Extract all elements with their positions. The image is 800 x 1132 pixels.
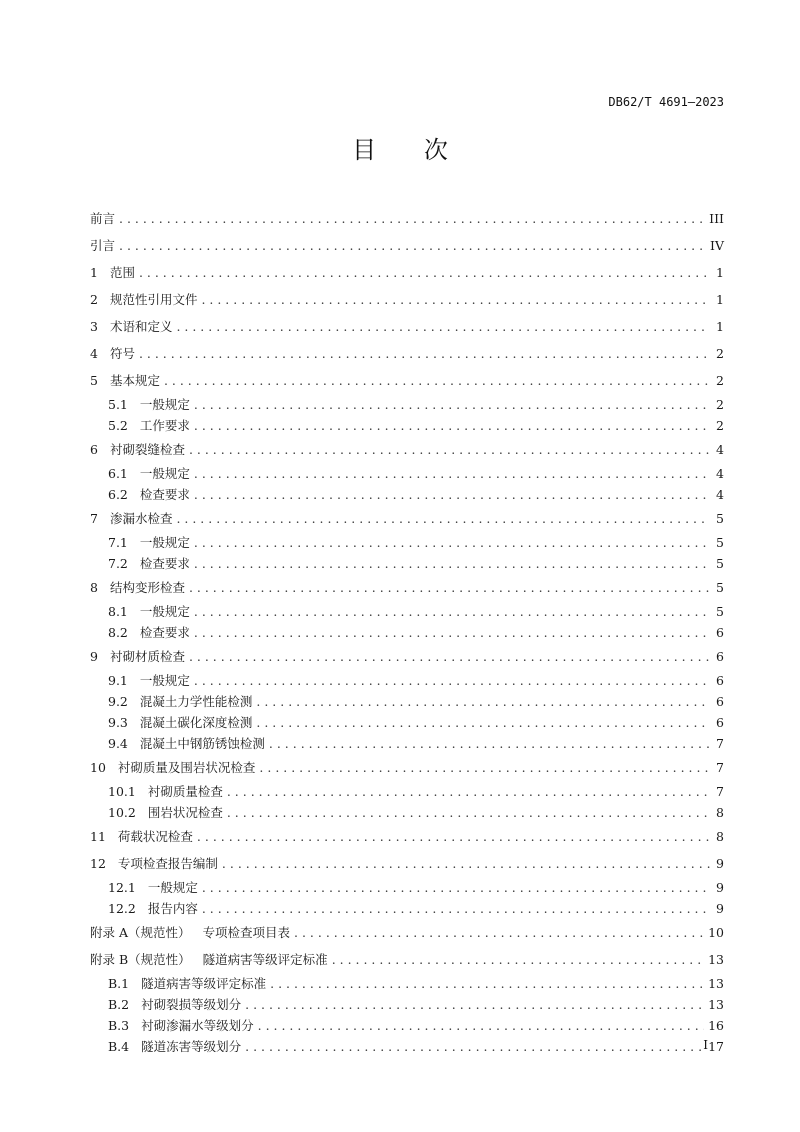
- toc-entry[interactable]: [90, 463, 724, 484]
- toc-entry-number: B.1: [108, 976, 130, 991]
- toc-entry[interactable]: [90, 553, 724, 574]
- toc-entry-label: 渗漏水检查: [109, 511, 173, 526]
- toc-entry-number: 9: [90, 649, 98, 664]
- toc-entry-label: 检查要求: [139, 487, 190, 502]
- toc-entry[interactable]: [90, 232, 724, 259]
- toc-entry-page: 5: [716, 604, 724, 619]
- toc-entry[interactable]: [90, 1015, 724, 1036]
- toc-entry-number: B.2: [108, 997, 130, 1012]
- toc-entry-label: 一般规定: [147, 880, 198, 895]
- toc-entry-number: 10.1: [108, 784, 136, 799]
- toc-entry-number: 5.1: [108, 397, 128, 412]
- toc-entry-label: 引言: [90, 238, 116, 253]
- toc-entry-number: 4: [90, 346, 98, 361]
- toc-entry-page: 2: [716, 397, 724, 412]
- toc-entry-page: 4: [716, 442, 724, 457]
- toc-entry[interactable]: [90, 877, 724, 898]
- toc-entry-page: 7: [716, 784, 724, 799]
- toc-entry-label: 一般规定: [139, 397, 190, 412]
- toc-entry-page: 9: [716, 856, 724, 871]
- toc-entry[interactable]: [90, 823, 724, 850]
- dot-leader: [294, 919, 704, 946]
- document-code: DB62/T 4691—2023: [608, 95, 724, 109]
- toc-entry-page: 1: [716, 265, 724, 280]
- toc-entry-number: 9.1: [108, 673, 128, 688]
- toc-entry[interactable]: [90, 574, 724, 601]
- toc-entry-label: 荷载状况检查: [117, 829, 193, 844]
- toc-entry-page: 13: [708, 976, 724, 991]
- toc-entry-number: 3: [90, 319, 98, 334]
- toc-entry-label: 前言: [90, 211, 116, 226]
- toc-entry-label: 术语和定义: [109, 319, 173, 334]
- toc-entry-number: 9.2: [108, 694, 128, 709]
- dot-leader: [194, 532, 710, 553]
- toc-entry-page: 5: [716, 535, 724, 550]
- dot-leader: [176, 313, 710, 340]
- dot-leader: [119, 232, 706, 259]
- toc-entry-label: 衬砌材质检查: [109, 649, 185, 664]
- toc-entry[interactable]: [90, 973, 724, 994]
- toc-entry-label: 衬砌裂缝检查: [109, 442, 185, 457]
- dot-leader: [245, 994, 704, 1015]
- toc-entry[interactable]: [90, 1036, 724, 1057]
- toc-entry-number: 9.4: [108, 736, 128, 751]
- toc-entry-page: 9: [716, 901, 724, 916]
- toc-entry-label: 混凝土碳化深度检测: [139, 715, 253, 730]
- toc-entry-label: 结构变形检查: [109, 580, 185, 595]
- toc-entry[interactable]: [90, 994, 724, 1015]
- toc-entry[interactable]: [90, 754, 724, 781]
- toc-entry-label: 检查要求: [139, 556, 190, 571]
- toc-entry-number: 附录 A（规范性）: [90, 925, 191, 940]
- dot-leader: [189, 574, 710, 601]
- toc-entry-label: 一般规定: [139, 673, 190, 688]
- dot-leader: [176, 505, 710, 532]
- dot-leader: [270, 973, 704, 994]
- dot-leader: [194, 553, 710, 574]
- toc-entry-page: 6: [716, 694, 724, 709]
- toc-entry-label: 混凝土中钢筋锈蚀检测: [139, 736, 265, 751]
- toc-entry-page: 10: [708, 925, 724, 940]
- dot-leader: [194, 622, 710, 643]
- toc-entry-number: B.3: [108, 1018, 130, 1033]
- toc-entry[interactable]: [90, 286, 724, 313]
- toc-entry-page: 8: [716, 829, 724, 844]
- toc-entry-label: 基本规定: [109, 373, 160, 388]
- toc-entry[interactable]: [90, 505, 724, 532]
- toc-entry-label: 工作要求: [139, 418, 190, 433]
- toc-entry-page: 7: [716, 736, 724, 751]
- dot-leader: [201, 286, 710, 313]
- toc-entry[interactable]: [90, 601, 724, 622]
- toc-entry[interactable]: [90, 205, 724, 232]
- dot-leader: [256, 691, 710, 712]
- dot-leader: [202, 877, 710, 898]
- toc-entry-page: 1: [716, 319, 724, 334]
- toc-entry-number: 12.2: [108, 901, 136, 916]
- toc-entry-page: 13: [708, 997, 724, 1012]
- toc-entry-label: 专项检查项目表: [202, 925, 291, 940]
- toc-entry-label: 隧道病害等级评定标准: [141, 976, 267, 991]
- toc-entry[interactable]: [90, 802, 724, 823]
- toc-entry-page: 4: [716, 487, 724, 502]
- toc-entry-page: 13: [708, 952, 724, 967]
- toc-entry[interactable]: [90, 394, 724, 415]
- toc-entry-page: 6: [716, 649, 724, 664]
- toc-entry-label: 规范性引用文件: [109, 292, 198, 307]
- toc-entry-page: 16: [708, 1018, 724, 1033]
- dot-leader: [119, 205, 705, 232]
- toc-entry[interactable]: [90, 712, 724, 733]
- dot-leader: [194, 415, 710, 436]
- toc-entry-page: 7: [716, 760, 724, 775]
- toc-entry-page: 5: [716, 580, 724, 595]
- toc-entry-page: 5: [716, 556, 724, 571]
- toc-entry-label: 一般规定: [139, 604, 190, 619]
- dot-leader: [256, 712, 710, 733]
- dot-leader: [164, 367, 710, 394]
- toc-entry-number: 5: [90, 373, 98, 388]
- toc-entry-page: 2: [716, 373, 724, 388]
- toc-entry[interactable]: [90, 313, 724, 340]
- toc-entry-label: 范围: [109, 265, 135, 280]
- toc-entry-page: 6: [716, 715, 724, 730]
- toc-entry[interactable]: [90, 484, 724, 505]
- page-title: [0, 130, 800, 165]
- toc-entry-page: 2: [716, 346, 724, 361]
- toc-entry[interactable]: [90, 691, 724, 712]
- toc-entry-number: 6: [90, 442, 98, 457]
- dot-leader: [189, 643, 710, 670]
- toc-entry-number: 7.1: [108, 535, 128, 550]
- toc-entry[interactable]: [90, 643, 724, 670]
- title-char-1: 目: [352, 136, 377, 164]
- dot-leader: [227, 781, 710, 802]
- toc-entry-number: 8.2: [108, 625, 128, 640]
- dot-leader: [194, 394, 710, 415]
- dot-leader: [194, 463, 710, 484]
- dot-leader: [332, 946, 704, 973]
- toc-entry-label: 报告内容: [147, 901, 198, 916]
- toc-entry[interactable]: [90, 781, 724, 802]
- toc-entry-number: 11: [90, 829, 106, 844]
- dot-leader: [194, 601, 710, 622]
- toc-entry[interactable]: [90, 340, 724, 367]
- toc-entry-label: 隧道病害等级评定标准: [202, 952, 328, 967]
- toc-entry-page: 17: [708, 1039, 724, 1054]
- toc-entry-number: 5.2: [108, 418, 128, 433]
- dot-leader: [269, 733, 710, 754]
- table-of-contents: [90, 205, 724, 1057]
- toc-entry-page: 2: [716, 418, 724, 433]
- toc-entry-label: 衬砌渗漏水等级划分: [141, 1018, 254, 1033]
- toc-entry-page: 1: [716, 292, 724, 307]
- dot-leader: [139, 340, 710, 367]
- toc-entry[interactable]: [90, 415, 724, 436]
- dot-leader: [194, 484, 710, 505]
- toc-entry-label: 专项检查报告编制: [117, 856, 218, 871]
- toc-entry-number: 10.2: [108, 805, 136, 820]
- toc-entry-number: 12.1: [108, 880, 136, 895]
- toc-entry-page: 4: [716, 466, 724, 481]
- dot-leader: [259, 754, 710, 781]
- toc-entry[interactable]: [90, 670, 724, 691]
- toc-entry-number: B.4: [108, 1039, 130, 1054]
- toc-entry-number: 9.3: [108, 715, 128, 730]
- title-char-2: 次: [423, 136, 448, 164]
- toc-entry-page: 6: [716, 673, 724, 688]
- toc-entry-number: 6.1: [108, 466, 128, 481]
- toc-entry-page: 8: [716, 805, 724, 820]
- toc-entry-number: 7.2: [108, 556, 128, 571]
- toc-entry-number: 12: [90, 856, 106, 871]
- toc-entry[interactable]: [90, 919, 724, 946]
- toc-entry-page: 5: [716, 511, 724, 526]
- toc-entry-number: 附录 B（规范性）: [90, 952, 191, 967]
- toc-entry-label: 一般规定: [139, 466, 190, 481]
- dot-leader: [139, 259, 710, 286]
- dot-leader: [202, 898, 710, 919]
- dot-leader: [222, 850, 710, 877]
- toc-entry[interactable]: [90, 367, 724, 394]
- toc-entry-number: 8.1: [108, 604, 128, 619]
- dot-leader: [189, 436, 710, 463]
- toc-entry-number: 2: [90, 292, 98, 307]
- toc-entry-label: 符号: [109, 346, 135, 361]
- toc-entry[interactable]: [90, 898, 724, 919]
- toc-entry[interactable]: [90, 946, 724, 973]
- toc-entry-number: 8: [90, 580, 98, 595]
- toc-entry[interactable]: [90, 532, 724, 553]
- toc-entry-number: 10: [90, 760, 106, 775]
- toc-entry-label: 混凝土力学性能检测: [139, 694, 253, 709]
- toc-entry-label: 衬砌质量检查: [147, 784, 223, 799]
- toc-entry-number: 1: [90, 265, 98, 280]
- toc-entry[interactable]: [90, 622, 724, 643]
- toc-entry-number: 6.2: [108, 487, 128, 502]
- toc-entry-label: 围岩状况检查: [147, 805, 223, 820]
- toc-entry-page: III: [709, 211, 724, 226]
- toc-entry-number: 7: [90, 511, 98, 526]
- dot-leader: [194, 670, 710, 691]
- toc-entry-page: 9: [716, 880, 724, 895]
- toc-entry[interactable]: [90, 850, 724, 877]
- toc-entry-page: 6: [716, 625, 724, 640]
- toc-entry-label: 检查要求: [139, 625, 190, 640]
- toc-entry-label: 衬砌质量及围岩状况检查: [117, 760, 256, 775]
- page-number: I: [703, 1038, 708, 1052]
- dot-leader: [258, 1015, 704, 1036]
- dot-leader: [245, 1036, 704, 1057]
- toc-entry-page: IV: [710, 238, 724, 253]
- toc-entry-label: 隧道冻害等级划分: [141, 1039, 242, 1054]
- toc-entry-label: 一般规定: [139, 535, 190, 550]
- dot-leader: [227, 802, 710, 823]
- dot-leader: [197, 823, 710, 850]
- toc-entry-label: 衬砌裂损等级划分: [141, 997, 242, 1012]
- toc-entry[interactable]: [90, 259, 724, 286]
- toc-entry[interactable]: [90, 436, 724, 463]
- toc-entry[interactable]: [90, 733, 724, 754]
